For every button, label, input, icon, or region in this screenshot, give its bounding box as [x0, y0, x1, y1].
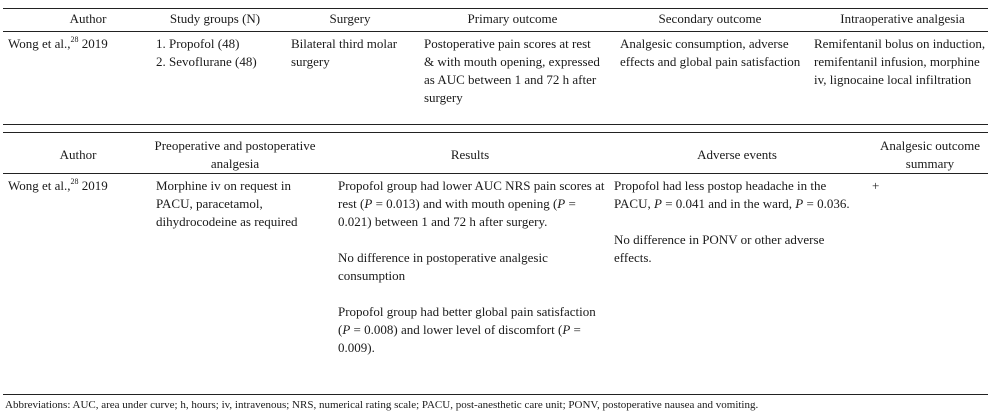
t1-cell-secondary-outcome: Analgesic consumption, adverse effects and global pain satisfaction — [620, 36, 801, 69]
t2-cell-outcome-summary: + — [872, 178, 880, 193]
t2-cell-analgesia: Morphine iv on request in PACU, paracetamol, dihydrocodeine as required — [156, 178, 298, 229]
results-pain-scores — [338, 177, 606, 231]
table2-bottom-rule — [3, 394, 988, 395]
results-global-satisfaction — [338, 303, 606, 357]
t1-header-surgery: Surgery — [329, 11, 371, 26]
adverse-headache — [614, 177, 862, 213]
adverse-p1-text-b: = 0.041 and in the ward, — [661, 196, 796, 211]
results-p1-p-symbol-1: P — [364, 196, 373, 211]
table1-top-rule — [3, 8, 988, 9]
results-p3-p-symbol-2: P — [562, 322, 571, 337]
t2-author-name: Wong et al., — [8, 178, 71, 193]
t2-header-results: Results — [450, 147, 490, 162]
adverse-p1-text-a: Propofol had less postop headache in the PACU, — [614, 178, 827, 211]
t2-cell-adverse-events — [614, 177, 862, 267]
adverse-p1-p-symbol-2: P — [795, 196, 804, 211]
t1-group-sevoflurane: 2. Sevoflurane (48) — [156, 54, 257, 69]
adverse-p1-p-symbol-1: P — [653, 196, 662, 211]
results-p1-text-c: = 0.021) between 1 and 72 h after surgery. — [338, 196, 576, 229]
table2-top-rule — [3, 132, 988, 133]
t2-cell-author — [8, 177, 148, 195]
t1-group-propofol: 1. Propofol (48) — [156, 36, 240, 51]
t2-author-year: 2019 — [78, 178, 108, 193]
t1-cell-surgery: Bilateral third molar surgery — [291, 36, 398, 69]
table1-header-rule — [3, 31, 988, 32]
results-p1-text-b: = 0.013) and with mouth opening ( — [372, 196, 558, 211]
results-p1-p-symbol-2: P — [557, 196, 566, 211]
t1-header-primary-outcome: Primary outcome — [467, 11, 558, 26]
t2-author-ref: 28 — [70, 176, 79, 186]
table2-header-rule — [3, 173, 988, 174]
t1-author-year: 2019 — [78, 36, 108, 51]
results-p3-text-b: = 0.008) and lower level of discomfort ( — [350, 322, 563, 337]
adverse-p1-text-c: = 0.036. — [803, 196, 850, 211]
t2-header-adverse-events: Adverse events — [697, 147, 777, 162]
t1-header-intraoperative-analgesia: Intraoperative analgesia — [840, 11, 965, 26]
t2-cell-results — [338, 177, 606, 357]
t1-cell-intraoperative-analgesia: Remifentanil bolus on induction, remifentanil infusion, morphine iv, lignocaine local infiltration — [814, 36, 986, 87]
t1-header-author: Author — [69, 11, 107, 26]
abbreviations-footnote: Abbreviations: AUC, area under curve; h, hours; iv, intravenous; NRS, numerical rating scale; PACU, post-anesthetic care unit; PONV, postoperative nausea and vomiting. — [5, 399, 759, 411]
table1-bottom-rule — [3, 124, 988, 125]
t1-cell-study-groups — [156, 35, 286, 71]
t1-cell-primary-outcome: Postoperative pain scores at rest & with mouth opening, expressed as AUC between 1 and 72 h after surgery — [424, 36, 600, 105]
t2-header-author: Author — [59, 147, 97, 162]
adverse-ponv: No difference in PONV or other adverse effects. — [614, 232, 825, 265]
t1-header-study-groups: Study groups (N) — [169, 11, 261, 26]
results-analgesic-consumption: No difference in postoperative analgesic consumption — [338, 250, 548, 283]
t1-header-secondary-outcome: Secondary outcome — [658, 11, 762, 26]
results-p1-text-a: Propofol group had lower AUC NRS pain scores at rest ( — [338, 178, 605, 211]
t1-author-ref: 28 — [70, 34, 79, 44]
t2-header-analgesia: Preoperative and postoperative analgesia — [154, 138, 316, 171]
results-p3-text-a: Propofol group had better global pain satisfaction ( — [338, 304, 596, 337]
t1-author-name: Wong et al., — [8, 36, 71, 51]
results-p3-p-symbol-1: P — [342, 322, 351, 337]
t2-header-outcome-summary: Analgesic outcome summary — [880, 138, 980, 171]
results-p3-text-c: = 0.009). — [338, 322, 581, 355]
t1-cell-author — [8, 35, 148, 53]
